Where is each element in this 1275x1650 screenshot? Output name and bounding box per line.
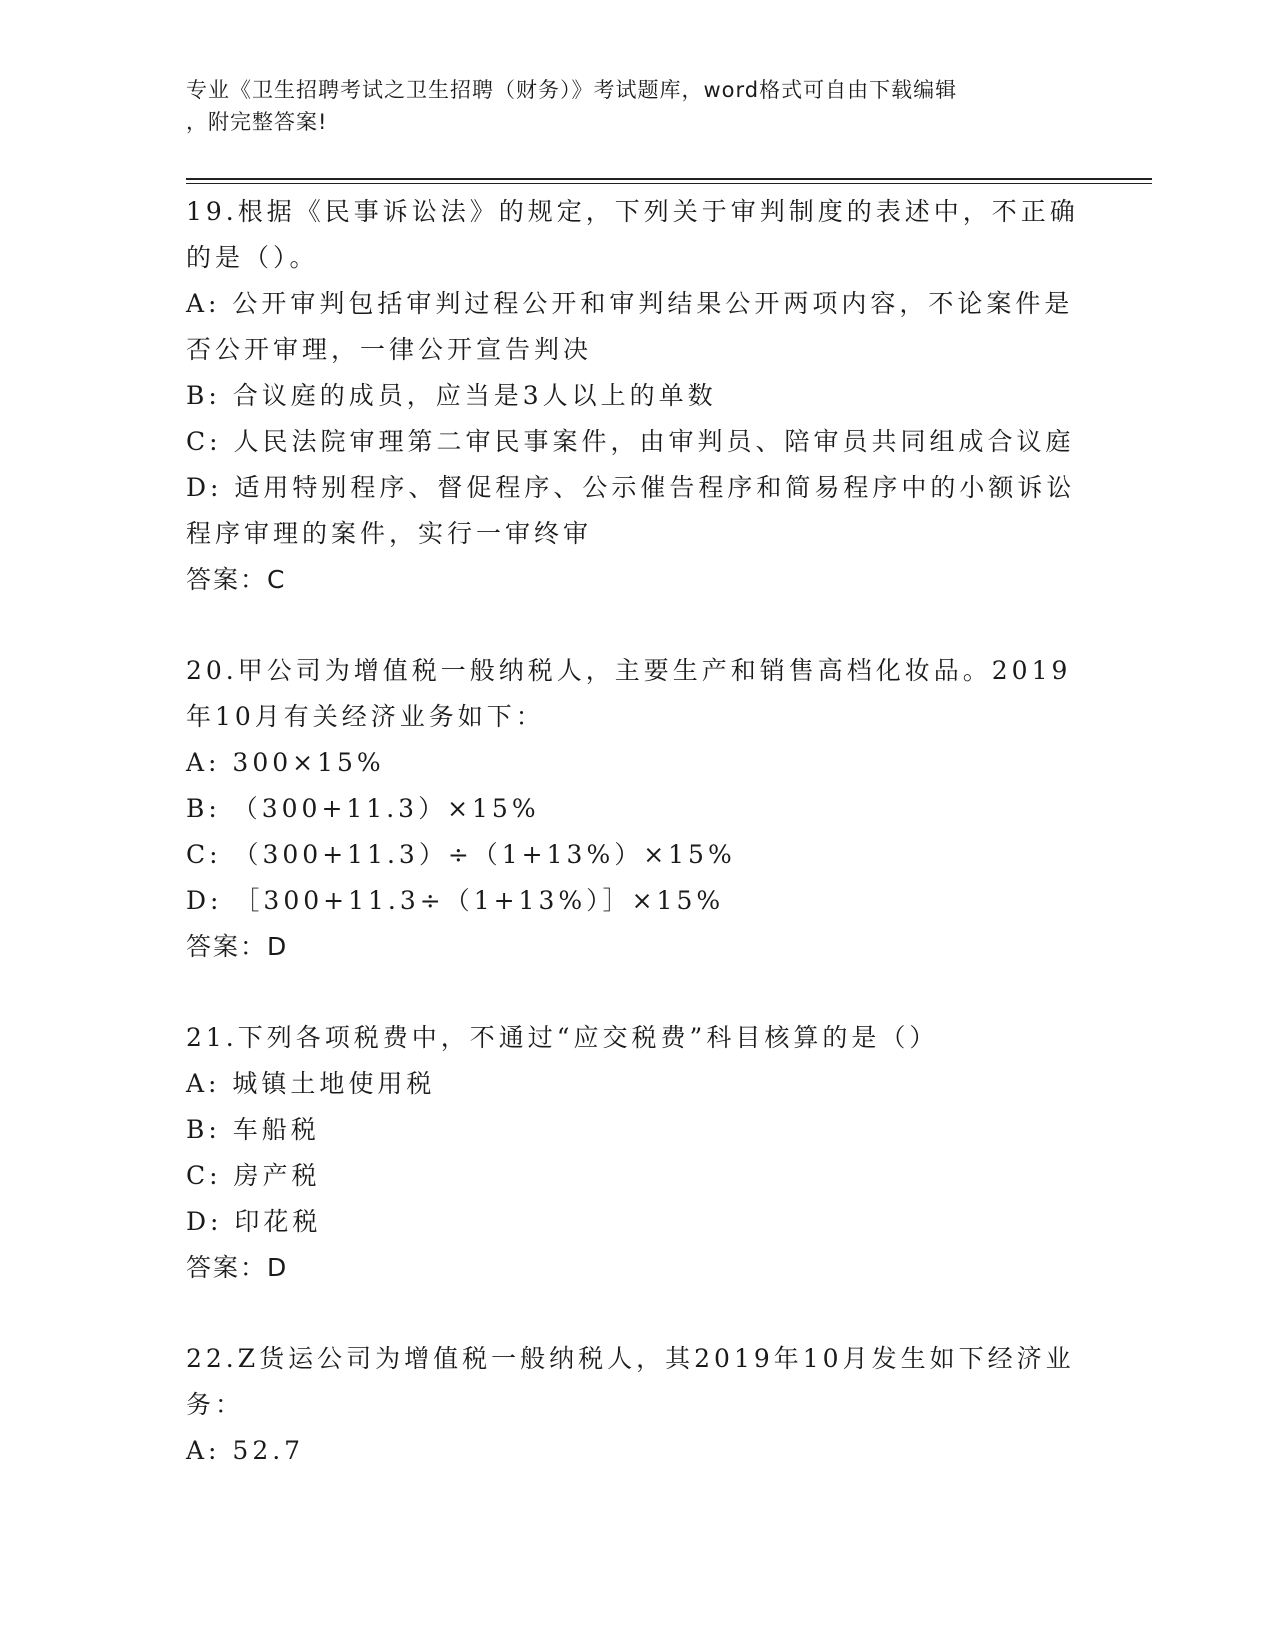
question-stem-line: 务： <box>186 1390 245 1419</box>
option-d-line: 程序审理的案件，实行一审终审 <box>186 519 593 548</box>
question-22 <box>186 1336 1075 1474</box>
answer-text: 答案：D <box>186 932 289 961</box>
option-c-line: C: 房产税 <box>186 1161 321 1190</box>
question-21 <box>186 1015 1066 1291</box>
option-b-line: B: 合议庭的成员，应当是3人以上的单数 <box>186 381 717 410</box>
option-b-line: B: 车船税 <box>186 1115 320 1144</box>
option-d-line: D: 适用特别程序、督促程序、公示催告程序和简易程序中的小额诉讼 <box>186 473 1076 502</box>
document-header <box>186 74 1086 138</box>
option-b-line: B: （300+11.3）×15% <box>186 794 540 823</box>
header-divider-thick <box>186 178 1152 180</box>
option-c-line: C: 人民法院审理第二审民事案件，由审判员、陪审员共同组成合议庭 <box>186 427 1075 456</box>
question-stem-line: 的是（）。 <box>186 243 319 272</box>
option-c-line: C: （300+11.3）÷（1+13%）×15% <box>186 840 736 869</box>
header-divider-thin <box>186 183 1152 184</box>
option-a-line: A: 300×15% <box>186 748 385 777</box>
question-stem-line: 20.甲公司为增值税一般纳税人，主要生产和销售高档化妆品。2019 <box>186 656 1072 685</box>
option-d-line: D: 印花税 <box>186 1207 322 1236</box>
option-a-line: A: 52.7 <box>186 1436 305 1465</box>
question-20 <box>186 648 1072 970</box>
answer-text: 答案：D <box>186 1253 289 1282</box>
option-a-line: A: 公开审判包括审判过程公开和审判结果公开两项内容，不论案件是 <box>186 289 1074 318</box>
option-d-line: D: ［300+11.3÷（1+13%）］×15% <box>186 886 725 915</box>
header-line-2: ，附完整答案! <box>186 110 328 134</box>
header-line-1: 专业《卫生招聘考试之卫生招聘（财务）》考试题库，word格式可自由下载编辑 <box>186 78 958 102</box>
question-19 <box>186 189 1079 603</box>
question-stem-line: 22.Z货运公司为增值税一般纳税人，其2019年10月发生如下经济业 <box>186 1344 1075 1373</box>
question-stem-line: 年10月有关经济业务如下： <box>186 702 545 731</box>
question-stem-line: 19.根据《民事诉讼法》的规定，下列关于审判制度的表述中，不正确 <box>186 197 1079 226</box>
question-list <box>186 189 1079 1474</box>
option-a-line: A: 城镇土地使用税 <box>186 1069 436 1098</box>
question-stem-line: 21.下列各项税费中，不通过“应交税费”科目核算的是（） <box>186 1023 939 1052</box>
option-a-line: 否公开审理，一律公开宣告判决 <box>186 335 593 364</box>
answer-text: 答案：C <box>186 565 287 594</box>
